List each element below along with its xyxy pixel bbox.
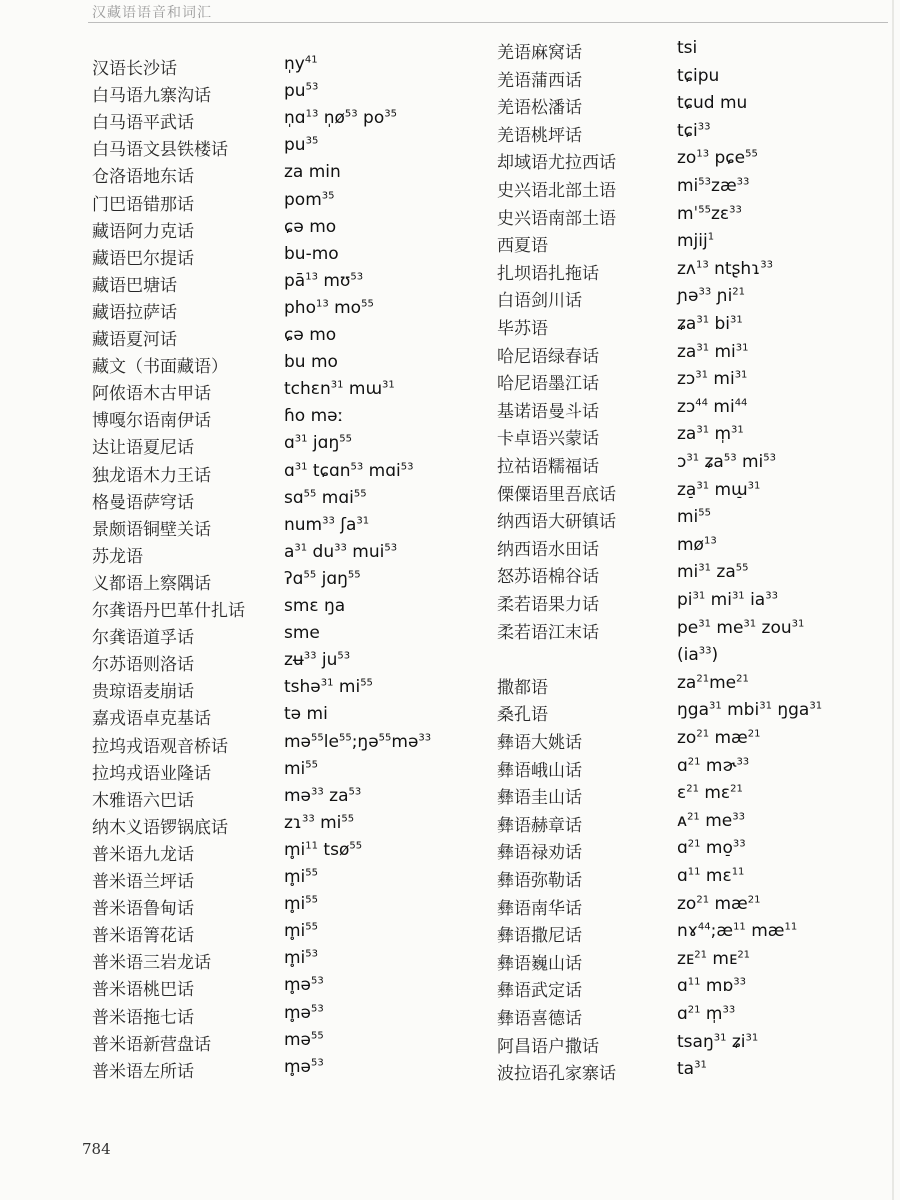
language-name: 汉语长沙话 bbox=[92, 59, 177, 79]
word-form: zɔ$^{44}$ $mi^{44}$ bbox=[677, 396, 748, 417]
language-name: 哈尼语墨江话 bbox=[497, 374, 599, 395]
word-form: mjij$^1$ bbox=[677, 231, 715, 252]
word-form: $m̥i^{55}$ bbox=[284, 867, 319, 887]
language-name: 尔苏语则洛话 bbox=[92, 655, 194, 676]
language-name: 彝语撒尼话 bbox=[497, 926, 582, 947]
language-name: 藏语巴尔提话 bbox=[92, 248, 194, 269]
language-name: 史兴语北部土语 bbox=[497, 181, 616, 201]
word-form: ɲə$^{33}$ ɲi$^{21}$ bbox=[677, 286, 746, 307]
word-form: zʌ$^{13}$ ntʂhɿ$^{33}$ bbox=[677, 258, 773, 279]
language-name: 普米语桃巴话 bbox=[92, 980, 194, 1001]
word-form: zɔ$^{31}$ $mi^{31}$ bbox=[677, 369, 748, 390]
language-name: 普米语左所话 bbox=[92, 1061, 194, 1082]
word-form: za min bbox=[284, 162, 341, 183]
word-form: ɑ$^{21}$ mɚ$^{33}$ bbox=[677, 755, 750, 776]
word-form: ɑ$^{11}$ mɒ$^{33}$ bbox=[677, 976, 747, 997]
language-name: 白语剑川话 bbox=[497, 291, 582, 312]
word-form: $ta^{31}$ bbox=[677, 1059, 707, 1080]
word-form: mə$^{55}$ bbox=[284, 1029, 324, 1050]
language-name: 门巴语错那话 bbox=[92, 194, 194, 215]
word-form: ɑ$^{21}$ mo̠$^{33}$ bbox=[677, 838, 746, 859]
language-name: 贵琼语麦崩话 bbox=[92, 682, 194, 703]
language-name: 景颇语铜壁关话 bbox=[92, 519, 211, 540]
word-form: ɕə mo bbox=[284, 216, 337, 237]
language-name: 白马语平武话 bbox=[92, 113, 194, 134]
word-form: m̥ə$^{53}$ bbox=[284, 1056, 324, 1077]
language-name: 基诺语曼斗话 bbox=[497, 401, 599, 422]
language-name: 柔若语江末话 bbox=[497, 622, 599, 643]
language-name: 阿侬语木古甲话 bbox=[92, 384, 211, 405]
word-form: tshə$^{31}$ $mi^{55}$ bbox=[284, 677, 373, 698]
word-form: $nɤ^{44};æ^{11}$ $mæ^{11}$ bbox=[677, 921, 798, 942]
word-form: $(ia^{33})$ bbox=[677, 645, 719, 666]
word-form: $zo^{21}$ $mæ^{21}$ bbox=[677, 893, 761, 914]
word-form: $a^{31}$ $du^{33}$ mui$^{53}$ bbox=[284, 541, 398, 562]
language-name: 彝语弥勒话 bbox=[497, 871, 582, 891]
language-name: 达让语夏尼话 bbox=[92, 438, 194, 459]
word-form: ᴀ$^{21}$ $me^{33}$ bbox=[677, 810, 745, 831]
page-edge-shadow bbox=[892, 0, 894, 1200]
word-form: zᴇ$^{21}$ mᴇ$^{21}$ bbox=[677, 948, 751, 969]
language-name: 桑孔语 bbox=[497, 705, 548, 726]
language-name: 却域语尤拉西话 bbox=[497, 153, 616, 174]
language-name: 白马语九寨沟话 bbox=[92, 86, 211, 107]
language-name: 怒苏语棉谷话 bbox=[497, 567, 599, 588]
language-name: 史兴语南部土语 bbox=[497, 208, 616, 229]
word-form: mə$^{33}$ $za^{53}$ bbox=[284, 785, 362, 806]
word-form: ɑ$^{21}$ m̩$^{33}$ bbox=[677, 1004, 736, 1024]
language-name: 藏语拉萨话 bbox=[92, 302, 177, 323]
language-name: 彝语大姚话 bbox=[497, 733, 582, 753]
word-form: $za^{31}$ m̩$^{31}$ bbox=[677, 424, 744, 445]
word-form: ʑa$^{31}$ $bi^{31}$ bbox=[677, 314, 743, 334]
language-name: 西夏语 bbox=[497, 236, 548, 257]
language-name: 彝语赫章话 bbox=[497, 815, 582, 836]
word-form: tɕipu bbox=[677, 65, 720, 86]
word-form: tchɛn$^{31}$ mɯ$^{31}$ bbox=[284, 379, 395, 400]
language-name: 彝语喜德话 bbox=[497, 1009, 582, 1029]
language-name: 义都语上察隅话 bbox=[92, 573, 211, 594]
language-name: 撒都语 bbox=[497, 677, 548, 698]
word-form: ɑ$^{31}$ jɑŋ$^{55}$ bbox=[284, 433, 352, 454]
word-form: $m̥i^{55}$ bbox=[284, 921, 319, 942]
word-form: zɿ$^{33}$ $mi^{55}$ bbox=[284, 812, 355, 833]
language-name: 彝语武定话 bbox=[497, 981, 582, 1002]
language-name: 哈尼语绿春话 bbox=[497, 346, 599, 367]
language-name: 普米语鲁甸话 bbox=[92, 899, 194, 920]
word-form: $m̥i^{53}$ bbox=[284, 948, 319, 969]
word-form: $mi^{53}zæ^{33}$ bbox=[677, 176, 750, 196]
word-form: tsaŋ$^{31}$ ʑi$^{31}$ bbox=[677, 1031, 759, 1052]
language-name: 彝语巍山话 bbox=[497, 953, 582, 974]
language-name: 苏龙语 bbox=[92, 546, 143, 567]
word-form: $mi^{55}$ bbox=[677, 507, 712, 528]
language-name: 木雅语六巴话 bbox=[92, 790, 194, 811]
word-form: sɑ$^{55}$ mɑi$^{55}$ bbox=[284, 487, 367, 508]
word-form: $zo^{13}$ pɕe$^{55}$ bbox=[677, 148, 758, 169]
word-form: $pi^{31}$ $mi^{31}$ $ia^{33}$ bbox=[677, 590, 778, 610]
language-name: 卡卓语兴蒙话 bbox=[497, 429, 599, 450]
word-form: zʉ$^{33}$ $ju^{53}$ bbox=[284, 650, 351, 671]
language-name: 独龙语木力王话 bbox=[92, 465, 211, 486]
language-name: 羌语桃坪话 bbox=[497, 125, 582, 146]
word-form: $pā^{13}$ mʊ$^{53}$ bbox=[284, 270, 364, 291]
language-name: 阿昌语户撒话 bbox=[497, 1036, 599, 1057]
language-name: 仓洛语地东话 bbox=[92, 167, 194, 188]
word-form: $n̩y^{41}$ bbox=[284, 54, 318, 74]
word-form: $m̥i^{11}$ tsø$^{55}$ bbox=[284, 839, 363, 860]
language-name: 扎坝语扎拖话 bbox=[497, 263, 599, 284]
word-form: ɛ$^{21}$ mɛ$^{21}$ bbox=[677, 783, 743, 804]
language-name: 白马语文县铁楼话 bbox=[92, 140, 228, 161]
word-form: sme bbox=[284, 623, 320, 644]
word-form: tɕud mu bbox=[677, 93, 748, 114]
language-name: 纳西语大研镇话 bbox=[497, 512, 616, 533]
word-form: tə mi bbox=[284, 704, 328, 725]
language-name: 拉祜语糯福话 bbox=[497, 457, 599, 477]
language-name: 藏语阿力克话 bbox=[92, 221, 194, 242]
word-form: n̩ɑ$^{13}$ $n̩ø^{53}$ $po^{35}$ bbox=[284, 108, 397, 129]
word-form: pho$^{13}$ $mo^{55}$ bbox=[284, 297, 374, 318]
language-name: 彝语禄劝话 bbox=[497, 843, 582, 864]
language-name: 彝语南华话 bbox=[497, 898, 582, 919]
word-form: ŋga$^{31}$ mbi$^{31}$ ŋga$^{31}$ bbox=[677, 700, 823, 721]
word-form: bu-mo bbox=[284, 243, 339, 264]
language-name: 纳西语水田话 bbox=[497, 539, 599, 560]
language-name: 拉坞戎语业隆话 bbox=[92, 763, 211, 784]
running-header bbox=[88, 0, 888, 24]
word-form: $zo^{21}$ $mæ^{21}$ bbox=[677, 728, 761, 748]
word-form: ɔ$^{31}$ ʑa$^{53}$ $mi^{53}$ bbox=[677, 452, 776, 472]
word-form: ɕə mo bbox=[284, 325, 337, 345]
word-form: $pe^{31}$ $me^{31}$ zou$^{31}$ bbox=[677, 617, 805, 638]
word-form: m̥ə$^{53}$ bbox=[284, 975, 324, 996]
language-name: 尔龚语丹巴革什扎话 bbox=[92, 601, 245, 621]
language-name: 普米语拖七话 bbox=[92, 1007, 194, 1028]
word-form: $mi^{31}$ $za^{55}$ bbox=[677, 562, 749, 583]
word-form: pom$^{35}$ bbox=[284, 189, 335, 210]
word-form: bu mo bbox=[284, 352, 338, 373]
language-name: 尔龚语道孚话 bbox=[92, 628, 194, 649]
language-name: 藏文（书面藏语） bbox=[92, 357, 228, 378]
language-name: 博嘎尔语南伊话 bbox=[92, 411, 211, 432]
page-number: 784 bbox=[82, 1140, 111, 1158]
language-name: 普米语三岩龙话 bbox=[92, 953, 211, 974]
word-form: tsi bbox=[677, 38, 698, 58]
language-name: 普米语新营盘话 bbox=[92, 1034, 211, 1055]
language-name: 彝语峨山话 bbox=[497, 760, 582, 781]
word-form: $mi^{55}$ bbox=[284, 758, 319, 779]
language-name: 普米语箐花话 bbox=[92, 926, 194, 947]
word-form: $za^{31}$ $mi^{31}$ bbox=[677, 341, 749, 362]
word-form: num$^{33}$ ʃa$^{31}$ bbox=[284, 514, 370, 535]
language-name: 纳木义语锣锅底话 bbox=[92, 817, 228, 838]
word-form: $mə^{55}le^{55};ŋə^{55}mə^{33}$ bbox=[284, 731, 432, 752]
language-name: 傈僳语里吾底话 bbox=[497, 484, 616, 505]
word-form: m̥ə$^{53}$ bbox=[284, 1002, 324, 1023]
language-name: 羌语松潘话 bbox=[497, 98, 582, 119]
word-form: ɦo məː bbox=[284, 406, 344, 427]
language-name: 波拉语孔家寨话 bbox=[497, 1064, 616, 1085]
word-form: ɑ$^{31}$ tɕɑn$^{53}$ mɑi$^{53}$ bbox=[284, 460, 414, 481]
word-form: tɕi$^{33}$ bbox=[677, 120, 711, 141]
language-name: 彝语圭山话 bbox=[497, 788, 582, 809]
language-name: 柔若语果力话 bbox=[497, 595, 599, 615]
language-name: 藏语夏河话 bbox=[92, 330, 177, 350]
running-title: 汉藏语语音和词汇 bbox=[92, 5, 212, 21]
language-name: 嘉戎语卓克基话 bbox=[92, 709, 211, 730]
language-name: 普米语九龙话 bbox=[92, 844, 194, 865]
word-form: $m̥i^{55}$ bbox=[284, 894, 319, 915]
word-form: mˈ$^{55}$zɛ$^{33}$ bbox=[677, 203, 742, 224]
language-name: 毕苏语 bbox=[497, 319, 548, 339]
word-form: ʔɑ$^{55}$ jɑŋ$^{55}$ bbox=[284, 568, 361, 589]
word-form: ɑ$^{11}$ mɛ$^{11}$ bbox=[677, 866, 745, 886]
language-name: 普米语兰坪话 bbox=[92, 872, 194, 892]
header-rule bbox=[88, 22, 888, 23]
word-form: za̠$^{31}$ mɯ̠$^{31}$ bbox=[677, 479, 761, 500]
word-form: $pu^{53}$ bbox=[284, 81, 319, 102]
language-name: 格曼语萨穹话 bbox=[92, 492, 194, 513]
language-name: 羌语蒲西话 bbox=[497, 70, 582, 91]
word-form: $pu^{35}$ bbox=[284, 135, 319, 156]
word-form: $za^{21}me^{21}$ bbox=[677, 672, 749, 693]
language-name: 拉坞戎语观音桥话 bbox=[92, 736, 228, 757]
language-name: 藏语巴塘话 bbox=[92, 275, 177, 296]
word-form: $mø^{13}$ bbox=[677, 534, 717, 555]
word-form: smɛ ŋa bbox=[284, 596, 346, 616]
language-name: 羌语麻窝话 bbox=[497, 43, 582, 63]
